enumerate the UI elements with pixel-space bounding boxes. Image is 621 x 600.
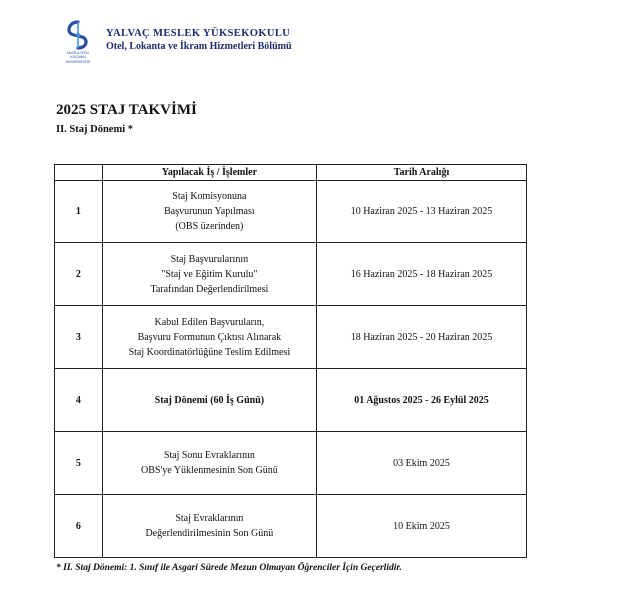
page-subtitle: II. Staj Dönemi * — [56, 124, 134, 135]
footnote: * II. Staj Dönemi: 1. Sınıf ile Asgari Sürede Mezun Olmayan Öğrenciler İçin Geçerlidir. — [56, 563, 402, 573]
internship-calendar-table — [54, 164, 527, 558]
task-line: Başvuru Formunun Çıktısı Alınarak — [137, 331, 282, 343]
task-line: Staj Başvurularının — [170, 253, 249, 265]
logo-caption-1: MUĞLA SITKI KOÇMAN — [67, 51, 89, 59]
task-cell — [102, 306, 316, 369]
header-date: Tarih Aralığı — [317, 165, 527, 181]
page-title: 2025 STAJ TAKVİMİ — [56, 102, 197, 118]
date-range-cell: 03 Ekim 2025 — [317, 432, 527, 495]
university-logo-icon — [65, 20, 91, 50]
date-range-cell: 16 Haziran 2025 - 18 Haziran 2025 — [317, 243, 527, 306]
row-number: 4 — [55, 369, 103, 432]
task-cell — [102, 243, 316, 306]
date-range-cell: 10 Ekim 2025 — [317, 495, 527, 558]
task-line: Staj Evraklarının — [175, 513, 244, 524]
table-header-row — [55, 165, 527, 181]
department-name: Otel, Lokanta ve İkram Hizmetleri Bölümü — [106, 41, 292, 52]
task-line: Staj Komisyonuna — [172, 191, 247, 202]
document-header — [60, 20, 292, 64]
task-line: Başvurunun Yapılması — [164, 206, 255, 217]
university-logo — [60, 20, 96, 64]
date-range-cell: 01 Ağustos 2025 - 26 Eylül 2025 — [317, 369, 527, 432]
logo-caption-2: ÜNİVERSİTESİ — [65, 60, 91, 64]
header-task: Yapılacak İş / İşlemler — [102, 165, 316, 181]
task-line: Staj Dönemi (60 İş Günü) — [154, 394, 265, 406]
task-cell — [102, 432, 316, 495]
date-range-cell: 18 Haziran 2025 - 20 Haziran 2025 — [317, 306, 527, 369]
task-cell — [102, 181, 316, 243]
row-number: 2 — [55, 243, 103, 306]
task-line: "Staj ve Eğitim Kurulu" — [161, 268, 258, 280]
row-number: 6 — [55, 495, 103, 558]
table-row — [55, 495, 527, 558]
date-range-cell: 10 Haziran 2025 - 13 Haziran 2025 — [317, 181, 527, 243]
task-cell — [102, 369, 316, 432]
task-cell — [102, 495, 316, 558]
task-line: Staj Sonu Evraklarının — [163, 450, 255, 461]
task-line: OBS'ye Yüklenmesinin Son Günü — [141, 465, 278, 476]
header-no — [55, 165, 103, 181]
table-row — [55, 369, 527, 432]
table-body — [55, 181, 527, 558]
task-line: Kabul Edilen Başvuruların, — [154, 316, 265, 328]
table-row — [55, 432, 527, 495]
task-line: Staj Koordinatörlüğüne Teslim Edilmesi — [128, 346, 291, 358]
row-number: 1 — [55, 181, 103, 243]
table-row — [55, 181, 527, 243]
institution-name: YALVAÇ MESLEK YÜKSEKOKULU — [106, 28, 291, 39]
table-row — [55, 243, 527, 306]
task-line: Değerlendirilmesinin Son Günü — [145, 528, 274, 539]
task-line: Tarafından Değerlendirilmesi — [150, 283, 269, 295]
table-row — [55, 306, 527, 369]
row-number: 5 — [55, 432, 103, 495]
row-number: 3 — [55, 306, 103, 369]
task-line: (OBS üzerinden) — [175, 221, 244, 232]
